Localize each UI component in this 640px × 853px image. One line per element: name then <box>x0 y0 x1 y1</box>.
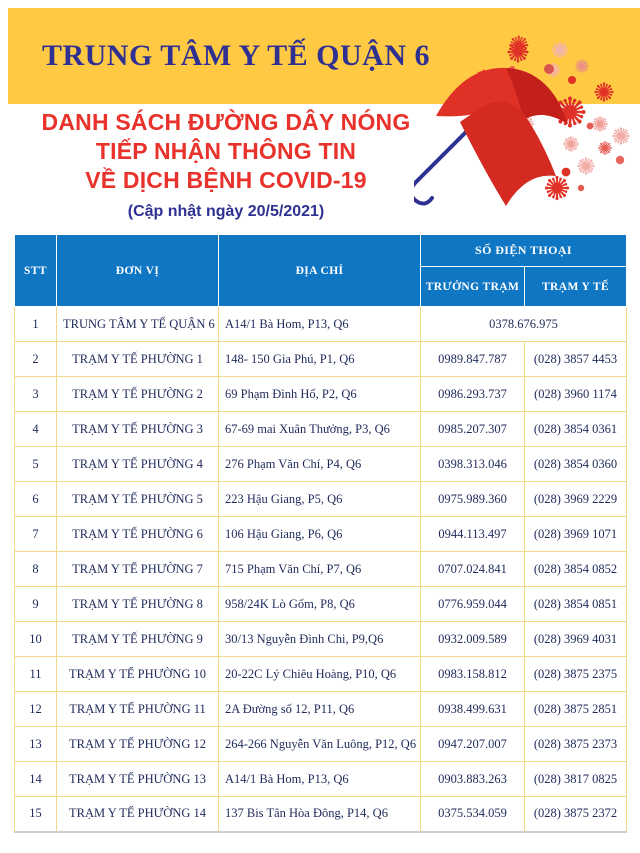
cell-phone-station: (028) 3960 1174 <box>525 377 627 412</box>
cell-phone-chief: 0944.113.497 <box>421 517 525 552</box>
table-row <box>15 692 627 727</box>
table-row <box>15 307 627 342</box>
cell-unit: TRẠM Y TẾ PHƯỜNG 7 <box>57 552 219 587</box>
cell-phone-chief: 0938.499.631 <box>421 692 525 727</box>
table-row <box>15 517 627 552</box>
column-header-address: ĐỊA CHỈ <box>219 235 421 307</box>
cell-phone-chief: 0975.989.360 <box>421 482 525 517</box>
table-row <box>15 342 627 377</box>
cell-phone-chief: 0989.847.787 <box>421 342 525 377</box>
table-row <box>15 482 627 517</box>
table-row <box>15 552 627 587</box>
cell-address: 69 Phạm Đình Hổ, P2, Q6 <box>219 377 421 412</box>
cell-stt: 13 <box>15 727 57 762</box>
table-row <box>15 727 627 762</box>
cell-phone-station: (028) 3817 0825 <box>525 762 627 797</box>
cell-address: A14/1 Bà Hom, P13, Q6 <box>219 762 421 797</box>
table-row <box>15 762 627 797</box>
cell-phone-station: (028) 3875 2372 <box>525 797 627 832</box>
cell-phone-chief: 0947.207.007 <box>421 727 525 762</box>
cell-stt: 5 <box>15 447 57 482</box>
cell-phone-station: (028) 3875 2373 <box>525 727 627 762</box>
cell-stt: 3 <box>15 377 57 412</box>
table-body <box>15 307 627 832</box>
cell-phone-chief: 0932.009.589 <box>421 622 525 657</box>
cell-stt: 11 <box>15 657 57 692</box>
cell-unit: TRẠM Y TẾ PHƯỜNG 4 <box>57 447 219 482</box>
cell-stt: 7 <box>15 517 57 552</box>
cell-address: 148- 150 Gia Phú, P1, Q6 <box>219 342 421 377</box>
title-block <box>0 108 452 221</box>
cell-unit: TRẠM Y TẾ PHƯỜNG 8 <box>57 587 219 622</box>
cell-stt: 15 <box>15 797 57 832</box>
table-row <box>15 587 627 622</box>
cell-unit: TRUNG TÂM Y TẾ QUẬN 6 <box>57 307 219 342</box>
hotline-table <box>14 234 627 833</box>
column-header-stt: STT <box>15 235 57 307</box>
cell-address: 715 Phạm Văn Chí, P7, Q6 <box>219 552 421 587</box>
cell-unit: TRẠM Y TẾ PHƯỜNG 14 <box>57 797 219 832</box>
cell-stt: 14 <box>15 762 57 797</box>
cell-stt: 6 <box>15 482 57 517</box>
cell-phone-chief: 0986.293.737 <box>421 377 525 412</box>
table-row <box>15 797 627 832</box>
cell-unit: TRẠM Y TẾ PHƯỜNG 10 <box>57 657 219 692</box>
cell-phone-chief: 0398.313.046 <box>421 447 525 482</box>
cell-phone-station: (028) 3854 0361 <box>525 412 627 447</box>
cell-stt: 1 <box>15 307 57 342</box>
cell-address: 20-22C Lý Chiêu Hoàng, P10, Q6 <box>219 657 421 692</box>
cell-phone-station: (028) 3854 0852 <box>525 552 627 587</box>
cell-stt: 4 <box>15 412 57 447</box>
cell-stt: 12 <box>15 692 57 727</box>
table-row <box>15 447 627 482</box>
cell-address: A14/1 Bà Hom, P13, Q6 <box>219 307 421 342</box>
cell-unit: TRẠM Y TẾ PHƯỜNG 3 <box>57 412 219 447</box>
cell-phone-station: (028) 3969 4031 <box>525 622 627 657</box>
cell-address: 223 Hậu Giang, P5, Q6 <box>219 482 421 517</box>
table-row <box>15 657 627 692</box>
cell-phone-station: (028) 3854 0851 <box>525 587 627 622</box>
cell-phone-chief: 0707.024.841 <box>421 552 525 587</box>
column-header-unit: ĐƠN VỊ <box>57 235 219 307</box>
cell-stt: 8 <box>15 552 57 587</box>
update-date-label: (Cập nhật ngày 20/5/2021) <box>127 203 325 220</box>
cell-stt: 9 <box>15 587 57 622</box>
headline-line-1: DANH SÁCH ĐƯỜNG DÂY NÓNG <box>41 109 411 135</box>
cell-unit: TRẠM Y TẾ PHƯỜNG 9 <box>57 622 219 657</box>
column-header-station: TRẠM Y TẾ <box>525 267 627 307</box>
organization-title: TRUNG TÂM Y TẾ QUẬN 6 <box>41 39 431 72</box>
cell-address: 958/24K Lò Gốm, P8, Q6 <box>219 587 421 622</box>
column-header-chief: TRƯỞNG TRẠM <box>421 267 525 307</box>
cell-unit: TRẠM Y TẾ PHƯỜNG 2 <box>57 377 219 412</box>
cell-unit: TRẠM Y TẾ PHƯỜNG 13 <box>57 762 219 797</box>
hotline-table-container <box>14 234 626 833</box>
table-header <box>15 235 627 307</box>
cell-phone-station: (028) 3857 4453 <box>525 342 627 377</box>
cell-phone-station: (028) 3854 0360 <box>525 447 627 482</box>
table-row <box>15 622 627 657</box>
table-row <box>15 412 627 447</box>
cell-phone-station: (028) 3875 2851 <box>525 692 627 727</box>
header-banner <box>8 8 640 104</box>
cell-address: 276 Phạm Văn Chí, P4, Q6 <box>219 447 421 482</box>
cell-phone-station: (028) 3969 2229 <box>525 482 627 517</box>
table-row <box>15 377 627 412</box>
cell-unit: TRẠM Y TẾ PHƯỜNG 5 <box>57 482 219 517</box>
table-header-row-1 <box>15 235 627 267</box>
cell-stt: 10 <box>15 622 57 657</box>
headline-line-3: VỀ DỊCH BỆNH COVID-19 <box>85 167 367 193</box>
cell-address: 137 Bis Tân Hòa Đông, P14, Q6 <box>219 797 421 832</box>
cell-unit: TRẠM Y TẾ PHƯỜNG 12 <box>57 727 219 762</box>
cell-address: 264-266 Nguyễn Văn Luông, P12, Q6 <box>219 727 421 762</box>
cell-phone-chief: 0985.207.307 <box>421 412 525 447</box>
cell-stt: 2 <box>15 342 57 377</box>
cell-address: 2A Đường số 12, P11, Q6 <box>219 692 421 727</box>
cell-phone-chief: 0983.158.812 <box>421 657 525 692</box>
cell-address: 30/13 Nguyễn Đình Chi, P9,Q6 <box>219 622 421 657</box>
cell-phone-station: (028) 3969 1071 <box>525 517 627 552</box>
cell-phone-chief: 0776.959.044 <box>421 587 525 622</box>
cell-phone-chief: 0903.883.263 <box>421 762 525 797</box>
cell-address: 106 Hậu Giang, P6, Q6 <box>219 517 421 552</box>
cell-phone-merged: 0378.676.975 <box>421 307 627 342</box>
cell-unit: TRẠM Y TẾ PHƯỜNG 6 <box>57 517 219 552</box>
headline-line-2: TIẾP NHẬN THÔNG TIN <box>95 138 357 164</box>
cell-phone-chief: 0375.534.059 <box>421 797 525 832</box>
column-header-phone-group: SỐ ĐIỆN THOẠI <box>421 235 627 267</box>
cell-unit: TRẠM Y TẾ PHƯỜNG 11 <box>57 692 219 727</box>
cell-address: 67-69 mai Xuân Thưởng, P3, Q6 <box>219 412 421 447</box>
cell-unit: TRẠM Y TẾ PHƯỜNG 1 <box>57 342 219 377</box>
cell-phone-station: (028) 3875 2375 <box>525 657 627 692</box>
